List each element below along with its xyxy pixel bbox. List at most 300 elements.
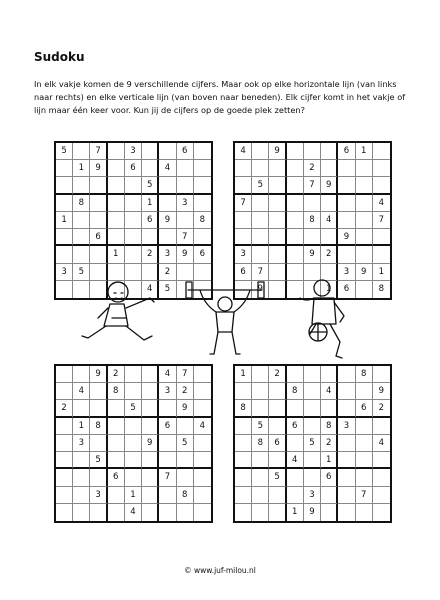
sudoku-cell[interactable] (304, 195, 321, 212)
sudoku-cell[interactable] (373, 229, 390, 246)
sudoku-cell[interactable] (194, 229, 211, 246)
sudoku-cell[interactable] (108, 487, 125, 504)
sudoku-cell[interactable] (321, 366, 338, 383)
sudoku-cell: 5 (90, 452, 107, 469)
sudoku-cell[interactable] (194, 487, 211, 504)
sudoku-cell[interactable] (235, 504, 252, 521)
sudoku-cell[interactable] (194, 452, 211, 469)
sudoku-cell[interactable] (90, 504, 107, 521)
sudoku-cell[interactable] (73, 452, 90, 469)
sudoku-cell[interactable] (194, 177, 211, 194)
sudoku-cell[interactable] (108, 212, 125, 229)
sudoku-cell[interactable] (194, 383, 211, 400)
sudoku-cell[interactable] (269, 212, 286, 229)
sudoku-cell[interactable] (356, 195, 373, 212)
sudoku-cell[interactable] (142, 160, 159, 177)
sudoku-cell[interactable] (73, 487, 90, 504)
sudoku-cell[interactable] (269, 246, 286, 263)
sudoku-cell[interactable] (235, 418, 252, 435)
sudoku-cell[interactable] (142, 469, 159, 486)
sudoku-cell[interactable] (142, 229, 159, 246)
sudoku-cell[interactable] (252, 229, 269, 246)
sudoku-cell: 2 (142, 246, 159, 263)
sudoku-cell[interactable] (373, 246, 390, 263)
sudoku-cell: 3 (90, 487, 107, 504)
sudoku-cell[interactable] (287, 195, 304, 212)
sudoku-cell[interactable] (269, 487, 286, 504)
sudoku-cell[interactable] (73, 504, 90, 521)
sudoku-grid-top-left (54, 141, 213, 300)
weightlifter-illustration (180, 278, 270, 360)
sudoku-cell[interactable] (373, 504, 390, 521)
sudoku-cell: 6 (235, 264, 252, 281)
sudoku-cell[interactable] (252, 452, 269, 469)
sudoku-cell[interactable] (142, 504, 159, 521)
sudoku-cell: 3 (159, 246, 176, 263)
sudoku-cell[interactable] (108, 195, 125, 212)
sudoku-cell[interactable] (252, 212, 269, 229)
sudoku-cell: 3 (304, 487, 321, 504)
sudoku-cell[interactable] (356, 383, 373, 400)
sudoku-cell[interactable] (373, 418, 390, 435)
sudoku-cell[interactable] (304, 400, 321, 417)
sudoku-cell[interactable] (356, 246, 373, 263)
sudoku-cell[interactable] (194, 435, 211, 452)
sudoku-cell: 9 (373, 383, 390, 400)
sudoku-cell[interactable] (356, 504, 373, 521)
sudoku-cell[interactable] (321, 400, 338, 417)
sudoku-cell: 1 (56, 212, 73, 229)
sudoku-cell[interactable] (159, 504, 176, 521)
sudoku-cell: 3 (125, 143, 142, 160)
footer-copyright: © www.juf-milou.nl (184, 566, 256, 575)
sudoku-cell: 5 (252, 418, 269, 435)
sudoku-cell[interactable] (235, 452, 252, 469)
sudoku-cell: 2 (159, 264, 176, 281)
sudoku-cell: 3 (235, 246, 252, 263)
sudoku-cell: 1 (142, 195, 159, 212)
sudoku-cell: 5 (304, 435, 321, 452)
sudoku-cell: 8 (356, 366, 373, 383)
sudoku-cell: 1 (235, 366, 252, 383)
sudoku-cell: 5 (269, 469, 286, 486)
sudoku-cell[interactable] (252, 366, 269, 383)
sudoku-cell[interactable] (252, 143, 269, 160)
sudoku-cell: 2 (321, 435, 338, 452)
sudoku-cell: 8 (321, 418, 338, 435)
sudoku-cell[interactable] (269, 160, 286, 177)
sudoku-cell[interactable] (304, 452, 321, 469)
sudoku-cell: 2 (321, 246, 338, 263)
sudoku-cell: 7 (177, 366, 194, 383)
sudoku-cell: 8 (177, 487, 194, 504)
sudoku-cell[interactable] (194, 143, 211, 160)
sudoku-cell[interactable] (235, 212, 252, 229)
sudoku-cell: 1 (125, 487, 142, 504)
sudoku-cell: 7 (177, 229, 194, 246)
sudoku-cell: 9 (159, 212, 176, 229)
sudoku-cell: 9 (90, 160, 107, 177)
sudoku-cell: 9 (177, 246, 194, 263)
sudoku-cell[interactable] (56, 469, 73, 486)
sudoku-cell[interactable] (235, 160, 252, 177)
sudoku-cell: 1 (108, 246, 125, 263)
sudoku-cell[interactable] (252, 469, 269, 486)
sudoku-cell: 4 (373, 195, 390, 212)
sudoku-cell: 1 (356, 143, 373, 160)
sudoku-cell[interactable] (338, 504, 355, 521)
sudoku-cell[interactable] (125, 177, 142, 194)
sudoku-cell: 6 (194, 246, 211, 263)
sudoku-cell[interactable] (125, 246, 142, 263)
sudoku-cell[interactable] (108, 452, 125, 469)
sudoku-cell[interactable] (269, 195, 286, 212)
sudoku-cell: 4 (73, 383, 90, 400)
sudoku-cell[interactable] (56, 452, 73, 469)
sudoku-cell[interactable] (142, 366, 159, 383)
sudoku-cell[interactable] (73, 469, 90, 486)
sudoku-cell[interactable] (90, 195, 107, 212)
sudoku-cell[interactable] (235, 435, 252, 452)
sudoku-cell[interactable] (56, 177, 73, 194)
sudoku-cell: 9 (252, 281, 269, 298)
sudoku-cell: 9 (304, 504, 321, 521)
sudoku-cell: 7 (356, 487, 373, 504)
sudoku-cell: 4 (235, 143, 252, 160)
sudoku-cell: 5 (142, 177, 159, 194)
sudoku-cell[interactable] (142, 452, 159, 469)
sudoku-cell[interactable] (108, 400, 125, 417)
sudoku-cell[interactable] (338, 383, 355, 400)
sudoku-cell[interactable] (90, 435, 107, 452)
sudoku-cell[interactable] (287, 160, 304, 177)
sudoku-cell[interactable] (321, 143, 338, 160)
sudoku-cell: 8 (73, 195, 90, 212)
sudoku-cell[interactable] (338, 177, 355, 194)
sudoku-cell[interactable] (356, 435, 373, 452)
sudoku-cell[interactable] (194, 195, 211, 212)
sudoku-cell[interactable] (73, 177, 90, 194)
sudoku-cell[interactable] (321, 487, 338, 504)
sudoku-cell[interactable] (321, 160, 338, 177)
sudoku-cell[interactable] (321, 195, 338, 212)
sudoku-cell[interactable] (304, 383, 321, 400)
sudoku-cell[interactable] (125, 195, 142, 212)
sudoku-cell[interactable] (194, 400, 211, 417)
sudoku-cell[interactable] (108, 143, 125, 160)
sudoku-cell[interactable] (269, 229, 286, 246)
sudoku-cell[interactable] (338, 160, 355, 177)
sudoku-cell[interactable] (235, 177, 252, 194)
sudoku-cell[interactable] (269, 504, 286, 521)
karate-kid-illustration (80, 278, 160, 356)
sudoku-cell: 6 (142, 212, 159, 229)
sudoku-cell: 7 (304, 177, 321, 194)
sudoku-cell: 5 (252, 177, 269, 194)
sudoku-cell[interactable] (125, 212, 142, 229)
sudoku-cell[interactable] (269, 383, 286, 400)
sudoku-cell[interactable] (90, 212, 107, 229)
sudoku-cell: 3 (177, 195, 194, 212)
sudoku-cell[interactable] (338, 212, 355, 229)
sudoku-cell: 8 (108, 383, 125, 400)
sudoku-cell: 6 (321, 469, 338, 486)
sudoku-cell[interactable] (373, 160, 390, 177)
sudoku-cell: 8 (90, 418, 107, 435)
sudoku-cell[interactable] (73, 246, 90, 263)
sudoku-cell: 6 (356, 400, 373, 417)
sudoku-cell[interactable] (287, 469, 304, 486)
sudoku-cell[interactable] (269, 400, 286, 417)
sudoku-cell[interactable] (287, 143, 304, 160)
sudoku-cell[interactable] (194, 504, 211, 521)
sudoku-cell[interactable] (56, 504, 73, 521)
sudoku-cell[interactable] (108, 418, 125, 435)
sudoku-cell: 1 (73, 418, 90, 435)
sudoku-cell: 9 (142, 435, 159, 452)
sudoku-cell: 1 (321, 281, 338, 298)
sudoku-cell: 6 (338, 281, 355, 298)
sudoku-cell[interactable] (235, 229, 252, 246)
sudoku-cell[interactable] (142, 383, 159, 400)
sudoku-cell[interactable] (56, 195, 73, 212)
sudoku-cell: 3 (73, 435, 90, 452)
sudoku-cell[interactable] (269, 177, 286, 194)
sudoku-cell[interactable] (373, 469, 390, 486)
sudoku-cell[interactable] (142, 400, 159, 417)
sudoku-cell: 7 (159, 469, 176, 486)
sudoku-cell[interactable] (287, 435, 304, 452)
sudoku-cell[interactable] (142, 418, 159, 435)
sudoku-cell: 3 (338, 418, 355, 435)
sudoku-cell[interactable] (177, 160, 194, 177)
sudoku-cell[interactable] (356, 418, 373, 435)
sudoku-cell[interactable] (56, 487, 73, 504)
sudoku-cell[interactable] (56, 383, 73, 400)
sudoku-cell[interactable] (338, 469, 355, 486)
sudoku-cell[interactable] (356, 212, 373, 229)
sudoku-cell[interactable] (235, 383, 252, 400)
sudoku-cell[interactable] (356, 177, 373, 194)
sudoku-cell: 6 (269, 435, 286, 452)
sudoku-cell: 8 (378, 284, 385, 295)
sudoku-cell[interactable] (373, 452, 390, 469)
sudoku-cell[interactable] (125, 452, 142, 469)
sudoku-cell: 1 (73, 160, 90, 177)
sudoku-cell[interactable] (73, 400, 90, 417)
sudoku-cell: 9 (321, 177, 338, 194)
sudoku-cell[interactable] (252, 160, 269, 177)
sudoku-cell: 5 (177, 435, 194, 452)
sudoku-cell: 8 (304, 212, 321, 229)
sudoku-cell[interactable] (125, 469, 142, 486)
sudoku-cell[interactable] (356, 160, 373, 177)
sudoku-cell[interactable] (108, 177, 125, 194)
sudoku-cell[interactable] (338, 487, 355, 504)
sudoku-cell[interactable] (321, 504, 338, 521)
sudoku-cell[interactable] (177, 504, 194, 521)
sudoku-cell[interactable] (90, 177, 107, 194)
sudoku-cell[interactable] (73, 143, 90, 160)
sudoku-cell[interactable] (269, 264, 286, 281)
sudoku-cell[interactable] (235, 487, 252, 504)
sudoku-cell[interactable] (177, 469, 194, 486)
sudoku-cell: 8 (287, 383, 304, 400)
sudoku-cell: 6 (90, 229, 107, 246)
sudoku-cell[interactable] (159, 195, 176, 212)
sudoku-cell[interactable] (125, 229, 142, 246)
sudoku-grid-bottom-left (54, 364, 213, 523)
sudoku-cell[interactable] (142, 143, 159, 160)
sudoku-cell: 4 (321, 212, 338, 229)
sudoku-cell: 5 (73, 264, 90, 281)
sudoku-cell[interactable] (321, 229, 338, 246)
sudoku-cell[interactable] (356, 469, 373, 486)
sudoku-cell: 4 (159, 160, 176, 177)
sudoku-cell[interactable] (338, 195, 355, 212)
sudoku-cell[interactable] (252, 195, 269, 212)
sudoku-cell[interactable] (56, 281, 73, 298)
sudoku-cell: 9 (177, 400, 194, 417)
sudoku-cell: 4 (142, 281, 159, 298)
sudoku-cell[interactable] (159, 143, 176, 160)
sudoku-cell[interactable] (56, 246, 73, 263)
sudoku-cell: 7 (373, 212, 390, 229)
sudoku-cell[interactable] (304, 418, 321, 435)
sudoku-cell[interactable] (287, 366, 304, 383)
sudoku-cell: 4 (125, 504, 142, 521)
sudoku-cell[interactable] (56, 435, 73, 452)
sudoku-cell: 8 (194, 212, 211, 229)
sudoku-cell[interactable] (90, 383, 107, 400)
sudoku-cell: 4 (287, 452, 304, 469)
sudoku-cell[interactable] (252, 504, 269, 521)
sudoku-cell[interactable] (304, 229, 321, 246)
sudoku-cell[interactable] (56, 160, 73, 177)
sudoku-cell[interactable] (373, 177, 390, 194)
sudoku-cell: 4 (373, 435, 390, 452)
sudoku-cell[interactable] (287, 246, 304, 263)
sudoku-cell: 9 (338, 229, 355, 246)
sudoku-cell: 6 (177, 143, 194, 160)
sudoku-cell[interactable] (356, 452, 373, 469)
sudoku-cell[interactable] (194, 366, 211, 383)
sudoku-cell[interactable] (159, 452, 176, 469)
sudoku-cell[interactable] (73, 212, 90, 229)
sudoku-cell[interactable] (177, 452, 194, 469)
sudoku-cell: 7 (252, 264, 269, 281)
sudoku-cell: 8 (235, 400, 252, 417)
sudoku-cell[interactable] (159, 487, 176, 504)
sudoku-cell[interactable] (269, 452, 286, 469)
sudoku-cell[interactable] (159, 400, 176, 417)
sudoku-cell: 2 (304, 160, 321, 177)
sudoku-cell[interactable] (338, 452, 355, 469)
sudoku-cell[interactable] (356, 229, 373, 246)
sudoku-cell[interactable] (287, 487, 304, 504)
sudoku-cell[interactable] (194, 160, 211, 177)
sudoku-cell[interactable] (159, 435, 176, 452)
sudoku-cell[interactable] (287, 400, 304, 417)
sudoku-cell: 3 (56, 264, 73, 281)
sudoku-cell[interactable] (125, 435, 142, 452)
sudoku-cell[interactable] (338, 400, 355, 417)
sudoku-cell[interactable] (125, 418, 142, 435)
sudoku-cell[interactable] (90, 469, 107, 486)
sudoku-cell[interactable] (108, 229, 125, 246)
sudoku-cell[interactable] (304, 366, 321, 383)
sudoku-cell: 2 (373, 400, 390, 417)
sudoku-cell[interactable] (373, 487, 390, 504)
sudoku-cell[interactable] (90, 246, 107, 263)
sudoku-cell: 9 (269, 143, 286, 160)
sudoku-cell[interactable] (159, 229, 176, 246)
sudoku-cell[interactable] (159, 177, 176, 194)
sudoku-cell[interactable] (252, 400, 269, 417)
sudoku-cell: 1 (287, 504, 304, 521)
sudoku-cell[interactable] (90, 400, 107, 417)
sudoku-cell[interactable] (56, 229, 73, 246)
sudoku-cell[interactable] (108, 435, 125, 452)
basketball-player-illustration (292, 276, 362, 362)
sudoku-cell[interactable] (338, 246, 355, 263)
sudoku-cell[interactable] (373, 366, 390, 383)
sudoku-cell[interactable] (304, 469, 321, 486)
sudoku-cell: 6 (287, 418, 304, 435)
sudoku-cell: 9 (90, 366, 107, 383)
sudoku-cell[interactable] (108, 160, 125, 177)
sudoku-cell[interactable] (287, 229, 304, 246)
sudoku-cell[interactable] (269, 281, 286, 298)
sudoku-cell[interactable] (177, 418, 194, 435)
sudoku-cell[interactable] (252, 383, 269, 400)
sudoku-cell: 6 (108, 469, 125, 486)
sudoku-cell[interactable] (287, 177, 304, 194)
sudoku-cell: 3 (338, 264, 355, 281)
sudoku-cell[interactable] (108, 504, 125, 521)
sudoku-cell[interactable] (252, 246, 269, 263)
sudoku-cell[interactable] (287, 212, 304, 229)
sudoku-cell[interactable] (177, 212, 194, 229)
sudoku-cell[interactable] (73, 229, 90, 246)
sudoku-cell: 7 (235, 195, 252, 212)
sudoku-cell: 6 (125, 160, 142, 177)
sudoku-cell: 1 (321, 452, 338, 469)
sudoku-cell[interactable] (73, 366, 90, 383)
sudoku-cell[interactable] (338, 435, 355, 452)
sudoku-cell[interactable] (56, 366, 73, 383)
sudoku-cell[interactable] (142, 487, 159, 504)
sudoku-cell[interactable] (269, 418, 286, 435)
sudoku-cell[interactable] (373, 143, 390, 160)
sudoku-cell: 6 (159, 418, 176, 435)
sudoku-cell[interactable] (338, 366, 355, 383)
sudoku-cell: 9 (356, 264, 373, 281)
sudoku-cell: 2 (269, 366, 286, 383)
instructions-text: In elk vakje komen de 9 verschillende cijfers. Maar ook op elke horizontale lijn (van links naar rechts) en elke verticale lijn (van boven naar beneden). Elk cijfer komt in het vakje of lijn maar één keer voor. Kun jij de cijfers op de goede plek zetten? (34, 79, 406, 115)
sudoku-cell[interactable] (194, 469, 211, 486)
sudoku-cell: 8 (252, 435, 269, 452)
sudoku-cell: 7 (90, 143, 107, 160)
sudoku-cell[interactable] (235, 469, 252, 486)
sudoku-cell[interactable] (125, 366, 142, 383)
sudoku-cell[interactable] (56, 418, 73, 435)
sudoku-cell[interactable] (304, 143, 321, 160)
sudoku-cell[interactable] (177, 177, 194, 194)
sudoku-cell[interactable] (125, 383, 142, 400)
sudoku-cell[interactable] (252, 487, 269, 504)
sudoku-cell: 5 (125, 400, 142, 417)
